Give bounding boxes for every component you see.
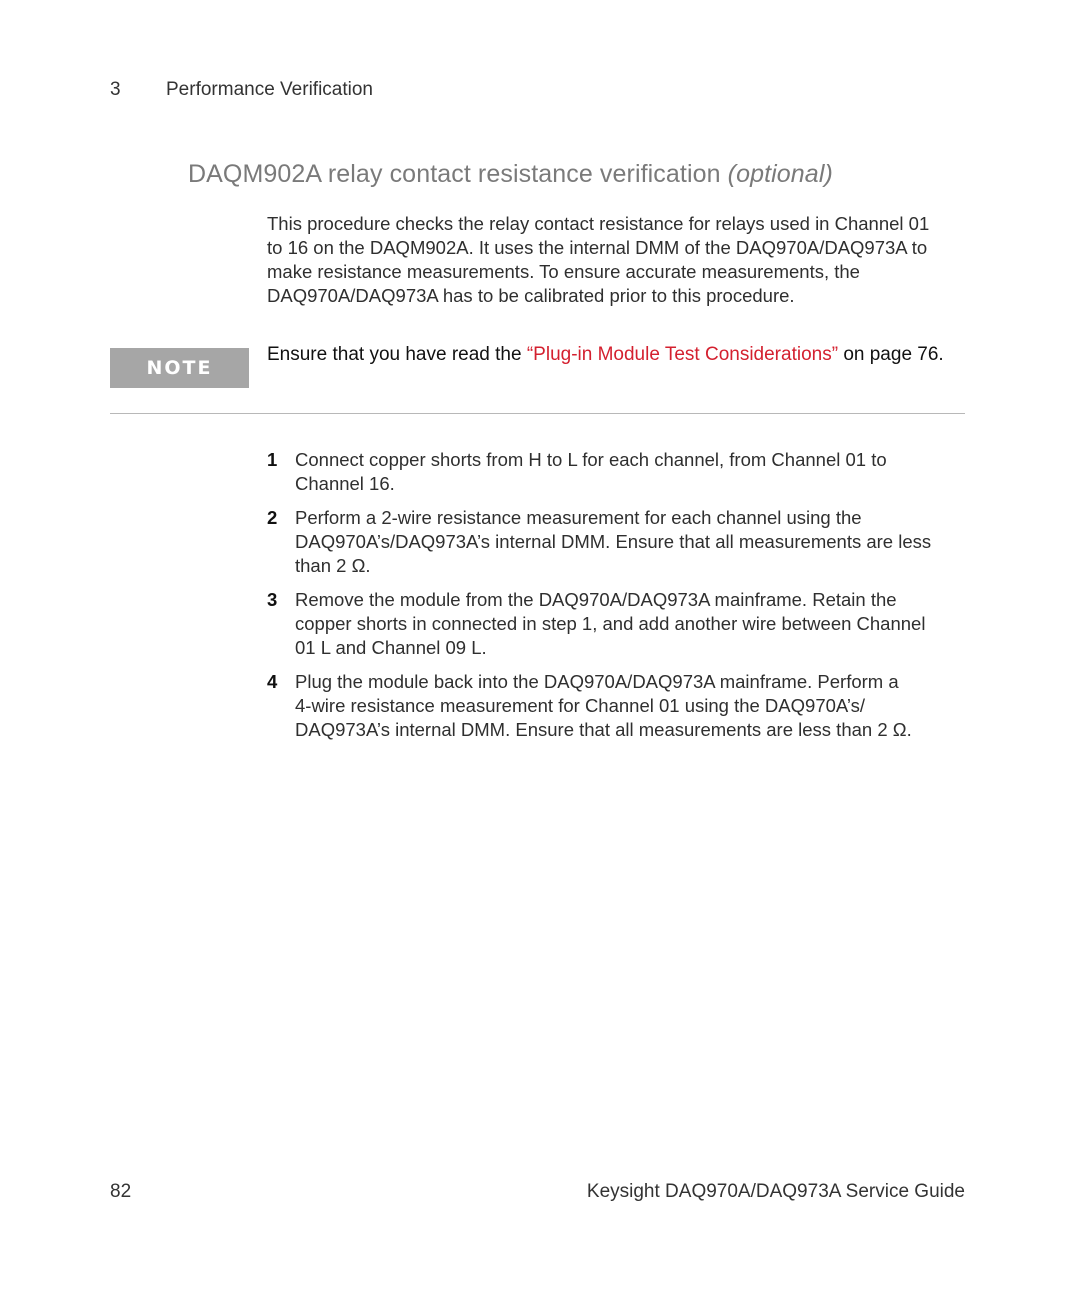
step-line: Perform a 2-wire resistance measurement for each channel using the (295, 507, 862, 528)
section-title (188, 160, 833, 189)
note-badge: NOTE (110, 348, 249, 388)
step-text (295, 588, 967, 660)
step-line: than 2 Ω. (295, 555, 371, 576)
step-item (267, 670, 967, 742)
intro-line: This procedure checks the relay contact resistance for relays used in Channel 01 (267, 213, 930, 234)
step-text (295, 670, 967, 742)
step-text (295, 506, 967, 578)
step-number: 1 (267, 449, 278, 470)
step-item (267, 588, 967, 660)
step-number: 3 (267, 589, 278, 610)
running-header (110, 79, 373, 101)
intro-line: make resistance measurements. To ensure accurate measurements, the (267, 261, 860, 282)
step-line: 01 L and Channel 09 L. (295, 637, 487, 658)
cross-reference-link[interactable]: “Plug-in Module Test Considerations” (526, 344, 839, 365)
step-line: Channel 16. (295, 473, 395, 494)
step-line: DAQ973A’s internal DMM. Ensure that all measurements are less than 2 Ω. (295, 719, 912, 740)
step-line: Connect copper shorts from H to L for each channel, from Channel 01 to (295, 449, 887, 470)
step-line: Plug the module back into the DAQ970A/DAQ973A mainframe. Perform a (295, 671, 899, 692)
step-line: copper shorts in connected in step 1, and add another wire between Channel (295, 613, 926, 634)
step-text (295, 448, 967, 496)
section-title-qualifier: (optional) (727, 160, 833, 188)
note-suffix: on page 76. (838, 344, 944, 365)
note-text (267, 342, 972, 368)
intro-line: to 16 on the DAQM902A. It uses the internal DMM of the DAQ970A/DAQ973A to (267, 237, 928, 258)
step-line: DAQ970A’s/DAQ973A’s internal DMM. Ensure that all measurements are less (295, 531, 932, 552)
step-line: 4-wire resistance measurement for Channel 01 using the DAQ970A’s/ (295, 695, 866, 716)
chapter-number: 3 (110, 79, 121, 100)
divider (110, 413, 965, 414)
step-item (267, 506, 967, 578)
intro-line: DAQ970A/DAQ973A has to be calibrated prior to this procedure. (267, 285, 795, 306)
footer-guide-title: Keysight DAQ970A/DAQ973A Service Guide (586, 1181, 965, 1202)
intro-paragraph (267, 212, 967, 308)
note-prefix: Ensure that you have read the (267, 344, 527, 365)
footer-page-number: 82 (110, 1181, 132, 1202)
step-line: Remove the module from the DAQ970A/DAQ973A mainframe. Retain the (295, 589, 897, 610)
procedure-steps (267, 448, 967, 752)
chapter-title: Performance Verification (166, 79, 373, 100)
step-number: 4 (267, 671, 278, 692)
section-title-text: DAQM902A relay contact resistance verification (188, 160, 721, 188)
step-number: 2 (267, 507, 278, 528)
step-item (267, 448, 967, 496)
